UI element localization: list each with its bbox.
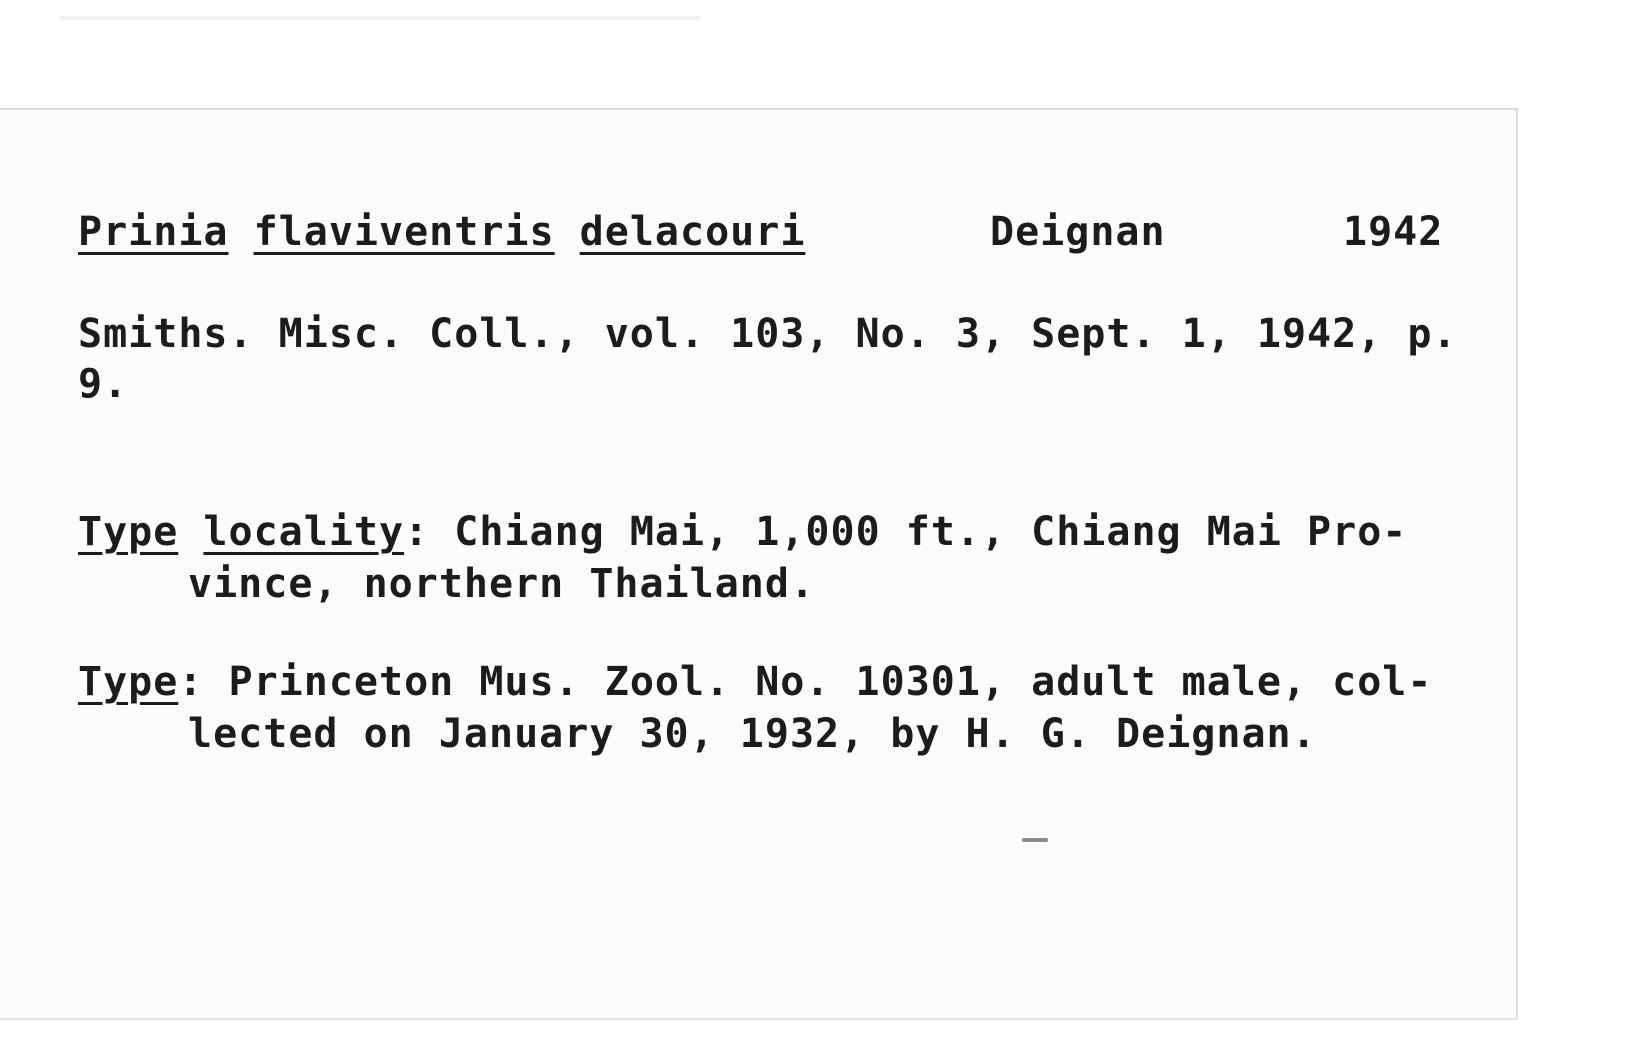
taxon-name (78, 208, 805, 256)
type-line-1 (78, 658, 1432, 706)
subspecies-name: delacouri (579, 209, 806, 255)
type-separator: : (178, 659, 204, 705)
stray-pencil-mark (1022, 838, 1048, 842)
type-locality-separator: : (404, 509, 430, 555)
type-label: Type (78, 659, 179, 705)
type-locality-label-word2: locality (203, 509, 405, 555)
type-locality-text-1: Chiang Mai, 1,000 ft., Chiang Mai Pro- (429, 509, 1408, 555)
genus-name: Prinia (78, 209, 229, 255)
author-name: Deignan (990, 209, 1166, 255)
citation-line-2: 9. (78, 361, 129, 407)
type-locality-line-2: vince, northern Thailand. (188, 561, 816, 607)
publication-year: 1942 (1343, 209, 1444, 255)
citation-line-1: Smiths. Misc. Coll., vol. 103, No. 3, Sept. 1, 1942, p. (78, 311, 1458, 357)
species-name: flaviventris (253, 209, 555, 255)
type-locality-line-1 (78, 508, 1407, 556)
type-locality-label-word1: Type (78, 509, 179, 555)
index-card (0, 108, 1518, 1020)
scan-edge-shadow (60, 16, 700, 20)
type-line-2: lected on January 30, 1932, by H. G. Deignan. (188, 711, 1317, 757)
type-text-1: Princeton Mus. Zool. No. 10301, adult male, col- (203, 659, 1433, 705)
